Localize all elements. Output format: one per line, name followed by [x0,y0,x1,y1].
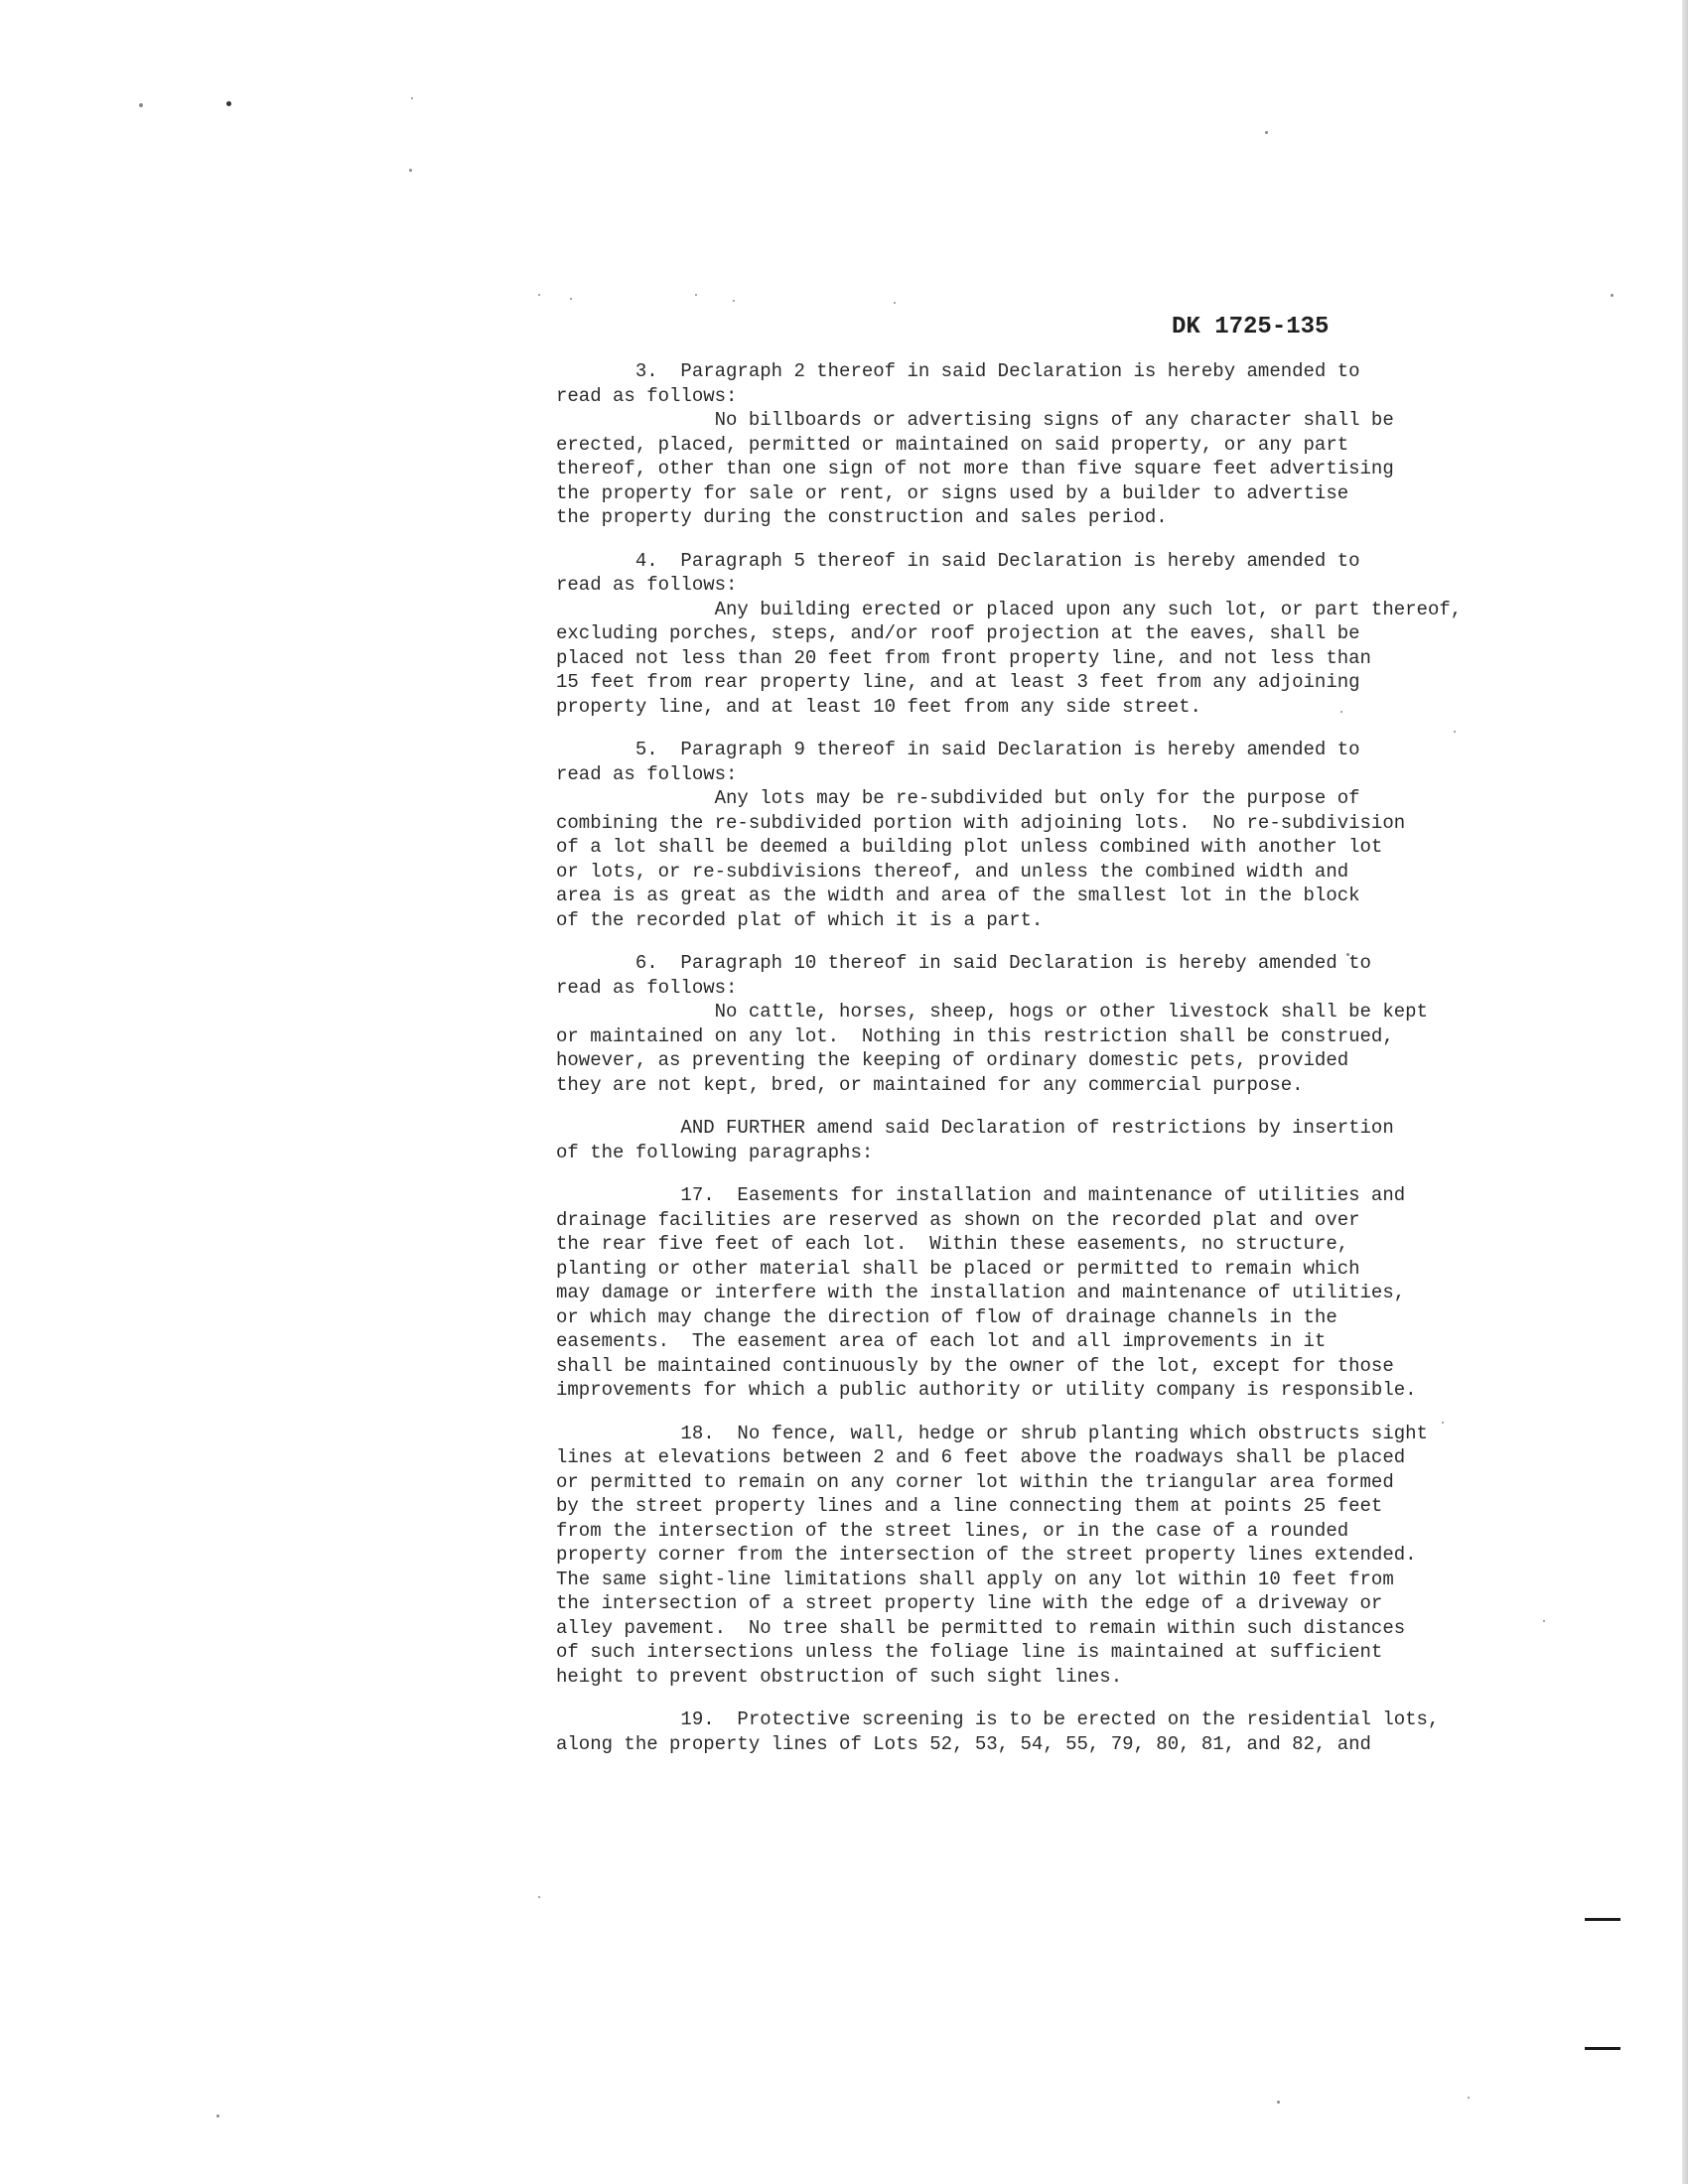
text-line: the property for sale or rent, or signs used by a builder to advertise [556,481,1349,504]
text-line: No cattle, horses, sheep, hogs or other livestock shall be kept [556,1001,1428,1023]
text-line: of a lot shall be deemed a building plot unless combined with another lot [556,836,1383,858]
text-line: the property during the construction and sales period. [556,506,1168,528]
scan-speck [1277,2101,1280,2104]
scan-speck [411,97,413,99]
page-edge-shadow [1682,0,1688,2184]
scan-speck [538,1896,540,1898]
scan-speck [695,294,697,296]
text-line: property line, and at least 10 feet from any side street. [556,695,1201,718]
text-line: thereof, other than one sign of not more than five square feet advertising [556,458,1394,479]
paragraph-para-19 [556,1707,1504,1756]
scan-speck [139,103,143,107]
text-line: alley pavement. No tree shall be permitted to remain within such distances [556,1616,1406,1639]
paragraph-gap [556,530,1504,549]
text-line: 6. Paragraph 10 thereof in said Declaration is hereby amended to [556,952,1371,974]
text-line: No billboards or advertising signs of any character shall be [556,409,1394,431]
scan-speck [216,2115,219,2117]
text-line: drainage facilities are reserved as shown on the recorded plat and over [556,1208,1360,1231]
text-line: The same sight-line limitations shall apply on any lot within 10 feet from [556,1568,1394,1590]
scan-speck [538,294,540,296]
text-line: shall be maintained continuously by the owner of the lot, except for those [556,1354,1394,1377]
text-line: of the following paragraphs: [556,1141,874,1163]
paragraph-gap [556,1097,1504,1116]
text-line: from the intersection of the street lines, or in the case of a rounded [556,1519,1349,1542]
document-body [556,359,1504,1756]
text-line: along the property lines of Lots 52, 53, 54, 55, 79, 80, 81, and 82, and [556,1732,1371,1755]
text-line: easements. The easement area of each lot and all improvements in it [556,1330,1327,1352]
text-line: lines at elevations between 2 and 6 feet above the roadways shall be placed [556,1446,1406,1468]
text-line: or lots, or re-subdivisions thereof, and unless the combined width and [556,860,1349,883]
paragraph-amend-4 [556,549,1504,720]
scan-speck [226,101,231,106]
text-line: improvements for which a public authority or utility company is responsible. [556,1379,1417,1401]
scan-speck [1611,294,1614,297]
text-line: read as follows: [556,574,738,596]
text-line: height to prevent obstruction of such sight lines. [556,1665,1123,1688]
text-line: 18. No fence, wall, hedge or shrub planting which obstructs sight [556,1422,1428,1444]
paragraph-gap [556,932,1504,951]
text-line: Any lots may be re-subdivided but only for the purpose of [556,787,1360,809]
text-line: 4. Paragraph 5 thereof in said Declaration is hereby amended to [556,549,1360,572]
paragraph-amend-6 [556,951,1504,1097]
text-line: property corner from the intersection of the street property lines extended. [556,1544,1417,1566]
text-line: of such intersections unless the foliage line is maintained at sufficient [556,1641,1383,1663]
paragraph-gap [556,1403,1504,1422]
text-line: placed not less than 20 feet from front property line, and not less than [556,646,1371,669]
paragraph-para-18 [556,1422,1504,1690]
text-line: the intersection of a street property line with the edge of a driveway or [556,1592,1383,1614]
text-line: planting or other material shall be placed or permitted to remain which [556,1257,1360,1280]
text-line: 3. Paragraph 2 thereof in said Declaration is hereby amended to [556,360,1360,382]
text-line: of the recorded plat of which it is a part. [556,908,1044,931]
text-line: may damage or interfere with the installation and maintenance of utilities, [556,1282,1406,1303]
scan-speck [1468,2097,1470,2099]
text-line: erected, placed, permitted or maintained on said property, or any part [556,433,1349,456]
paragraph-amend-5 [556,738,1504,932]
document-reference: DK 1725-135 [1172,314,1330,341]
paragraph-gap [556,1689,1504,1707]
scan-speck [894,302,896,304]
paragraph-and-further [556,1116,1504,1164]
text-line: or permitted to remain on any corner lot within the triangular area formed [556,1470,1394,1493]
text-line: by the street property lines and a line connecting them at points 25 feet [556,1495,1383,1517]
paragraph-gap [556,719,1504,738]
text-line: 15 feet from rear property line, and at least 3 feet from any adjoining [556,671,1360,693]
text-line: 19. Protective screening is to be erected on the residential lots, [556,1708,1440,1730]
paragraph-gap [556,1164,1504,1183]
text-line: read as follows: [556,976,738,999]
text-line: 17. Easements for installation and maintenance of utilities and [556,1184,1406,1206]
text-line: they are not kept, bred, or maintained for any commercial purpose. [556,1073,1304,1096]
text-line: combining the re-subdivided portion with adjoining lots. No re-subdivision [556,811,1406,834]
scan-speck [1543,1620,1545,1622]
scan-speck [570,298,572,300]
text-line: 5. Paragraph 9 thereof in said Declaration is hereby amended to [556,739,1360,760]
text-line: excluding porches, steps, and/or roof projection at the eaves, shall be [556,622,1360,644]
scan-speck [409,169,412,172]
text-line: Any building erected or placed upon any such lot, or part thereof, [556,598,1463,620]
edge-mark [1585,1918,1620,1921]
text-line: area is as great as the width and area of the smallest lot in the block [556,885,1360,906]
text-line: however, as preventing the keeping of ordinary domestic pets, provided [556,1049,1349,1071]
text-line: the rear five feet of each lot. Within these easements, no structure, [556,1233,1349,1255]
text-line: read as follows: [556,384,738,407]
edge-mark [1585,2047,1620,2050]
paragraph-amend-3 [556,359,1504,530]
scan-speck [733,300,735,302]
text-line: read as follows: [556,762,738,785]
scan-speck [1265,131,1268,134]
text-line: or which may change the direction of flow of drainage channels in the [556,1305,1337,1328]
text-line: or maintained on any lot. Nothing in this restriction shall be construed, [556,1024,1394,1047]
paragraph-para-17 [556,1183,1504,1403]
text-line: AND FURTHER amend said Declaration of restrictions by insertion [556,1117,1394,1139]
